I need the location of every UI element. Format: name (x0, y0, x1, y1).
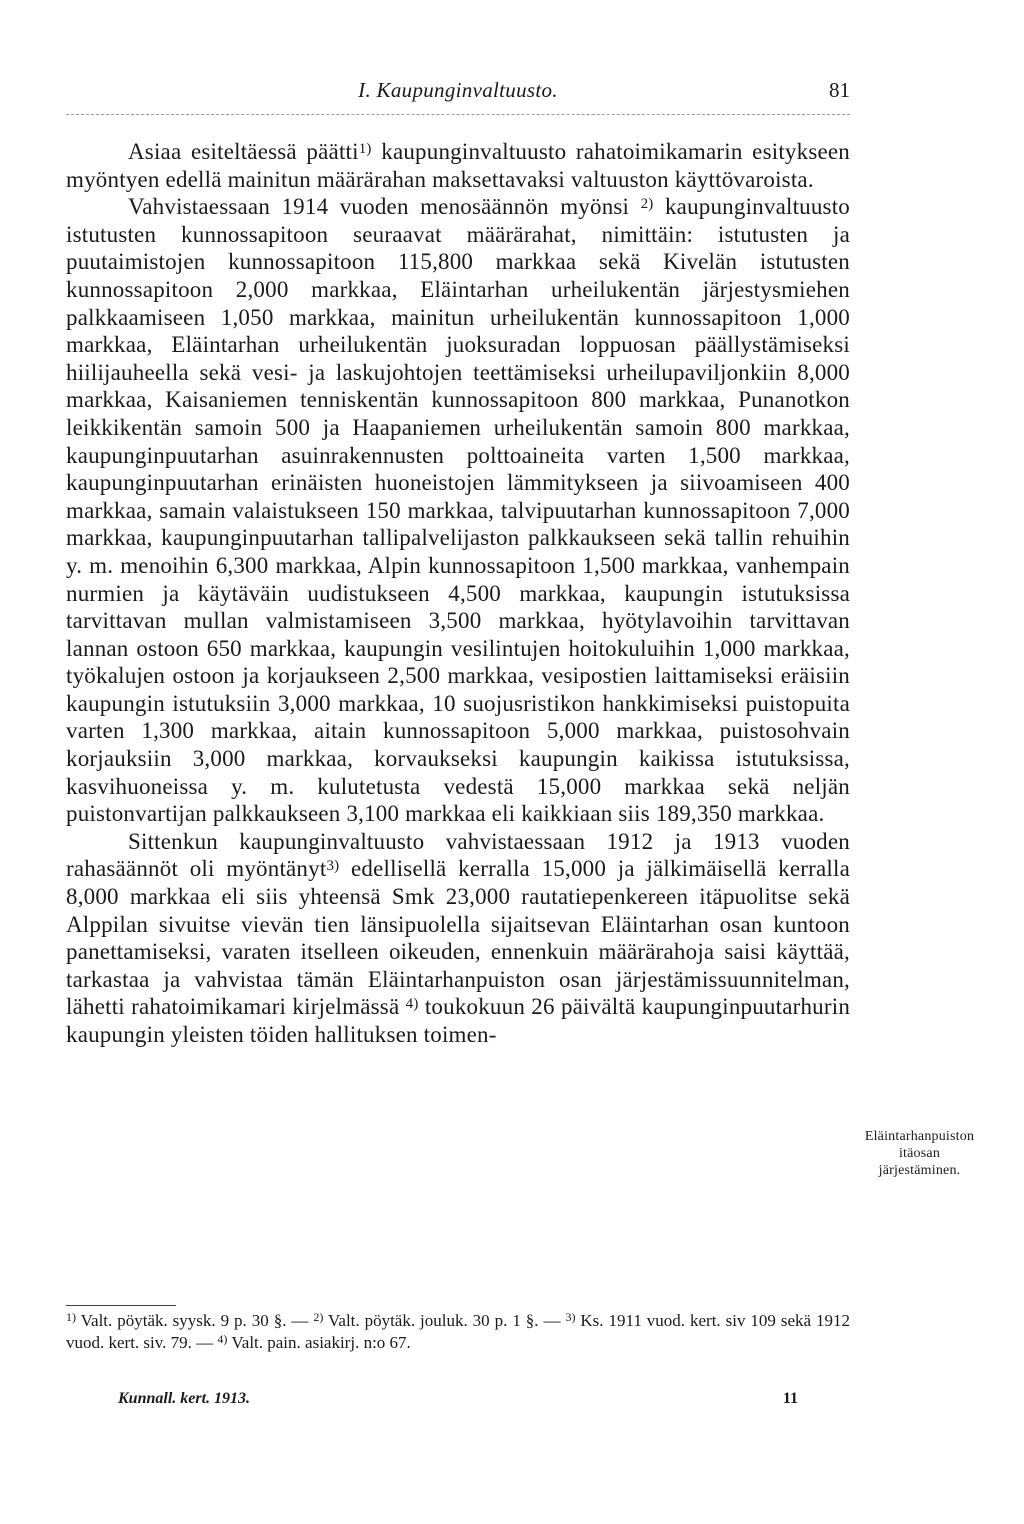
page-header (66, 78, 850, 110)
page-footer (118, 1390, 798, 1414)
footnote-ref-2: 2) (640, 196, 654, 213)
footnote-divider (66, 1305, 176, 1306)
paragraph-1 (66, 138, 850, 193)
signature-mark: Kunnall. kert. 1913. (118, 1390, 251, 1407)
footnotes (66, 1310, 850, 1354)
page-number: 81 (829, 78, 850, 102)
footnote-list (66, 1310, 850, 1354)
paragraph-1-text-a: Asiaa esiteltäessä päätti (128, 139, 359, 164)
footnote-marker-2: 2) (313, 1310, 324, 1324)
footnote-marker-4: 4) (217, 1332, 228, 1346)
sheet-number: 11 (782, 1390, 798, 1407)
margin-note: Eläintarhanpuiston itäosan järjestäminen. (864, 1129, 975, 1178)
running-title: I. Kaupunginvaltuusto. (358, 78, 558, 102)
footnote-2: Valt. pöytäk. jouluk. 30 p. 1 §. — (328, 1311, 561, 1330)
paragraph-1-text-b: kaupunginvaltuusto rahatoimikamarin esitykseen myöntyen edellä mainitun määrärahan maksettavaksi valtuuston käyttövaroista. (66, 139, 850, 192)
paragraph-2 (66, 193, 850, 828)
main-text (66, 138, 850, 1049)
footnote-ref-3: 3) (326, 858, 340, 875)
paragraph-3-text-a: Sittenkun kaupunginvaltuusto vahvistaessaan 1912 ja 1913 vuoden rahasäännöt oli myöntänyt (66, 828, 850, 882)
paragraph-2-text-a: Vahvistaessaan 1914 vuoden menosäännön myönsi (128, 194, 630, 220)
paragraph-3 (66, 828, 850, 1049)
footnote-4: Valt. pain. asiakirj. n:o 67. (231, 1333, 411, 1352)
footnote-ref-4: 4) (405, 996, 419, 1013)
header-divider (66, 114, 850, 115)
paragraph-3-text-b: edellisellä kerralla 15,000 ja jälkimäisellä kerralla 8,000 markkaa eli siis yhteensä Smk 23,000 rautatiepenkereen itäpuolitse sekä Alppilan sivuitse vievän tien länsipuolella sijaitsevan Eläintarhan osan kuntoon panettamiseksi, varaten itselleen oikeuden, ennenkuin määrärahoja saisi käyttää, tarkastaa ja vahvistaa tämän Eläintarhanpuiston osan järjestämissuunnitelman, lähetti rahatoimikamari kirjelmässä (66, 856, 850, 1020)
footnote-1: Valt. pöytäk. syysk. 9 p. 30 §. — (80, 1311, 309, 1330)
footnote-marker-1: 1) (66, 1310, 76, 1324)
footnote-marker-3: 3) (565, 1310, 576, 1324)
paragraph-3-text-c: toukokuun 26 päivältä kaupunginpuutarhurin kaupungin yleisten töiden hallituksen toimen- (66, 994, 851, 1047)
paragraph-2-text-b: kaupunginvaltuusto istutusten kunnossapitoon seuraavat määrärahat, nimittäin: istutusten ja puutaimistojen kunnossapitoon 115,800 markkaa sekä Kivelän istutusten kunnossapitoon 2,000 markkaa, Eläintarhan urheilukentän järjestysmiehen palkkaamiseen 1,050 markkaa, mainitun urheilukentän kunnossapitoon 1,000 markkaa, Eläintarhan urheilukentän juoksuradan loppuosan päällystämiseksi hiilijauheella sekä vesi- ja laskujohtojen teettämiseksi urheilupaviljonkiin 8,000 markkaa, Kaisaniemen tenniskentän kunnossapitoon 800 markkaa, Punanotkon leikkikentän samoin 500 ja Haapaniemen urheilukentän samoin 800 markkaa, kaupunginpuutarhan asuinrakennusten polttoaineita varten 1,500 markkaa, kaupunginpuutarhan erinäisten huoneistojen lämmitykseen ja siivoamiseen 400 markkaa, samain valaistukseen 150 markkaa, talvipuutarhan kunnossapitoon 7,000 markkaa, kaupunginpuutarhan tallipalvelijaston palkkaukseen sekä tallin rehuihin y. m. menoihin 6,300 markkaa, Alpin kunnossapitoon 1,500 markkaa, vanhempain nurmien ja käytäväin uudistukseen 4,500 markkaa, kaupungin istutuksissa tarvittavan mullan valmistamiseen 3,500 markkaa, hyötylavoihin tarvittavan lannan ostoon 650 markkaa, kaupungin vesilintujen hoitokuluihin 1,000 markkaa, työkalujen ostoon ja korjaukseen 2,500 markkaa, vesipostien laittamiseksi eräisiin kaupungin istutuksiin 3,000 markkaa, 10 suojusristikon hankkimiseksi puistopuita varten 1,300 markkaa, aitain kunnossapitoon 5,000 markkaa, puistosohvain korjauksiin 3,000 markkaa, korvaukseksi kaupungin kaikissa istutuksissa, kasvihuoneissa y. m. kulutetusta vedestä 15,000 markkaa sekä neljän puistonvartijan palkkaukseen 3,100 markkaa eli kaikkiaan siis 189,350 markkaa. (66, 194, 850, 827)
footnote-3: Ks. 1911 vuod. kert. siv 109 sekä 1912 vuod. kert. siv. 79. — (66, 1311, 850, 1352)
footnote-ref-1: 1) (358, 141, 372, 157)
